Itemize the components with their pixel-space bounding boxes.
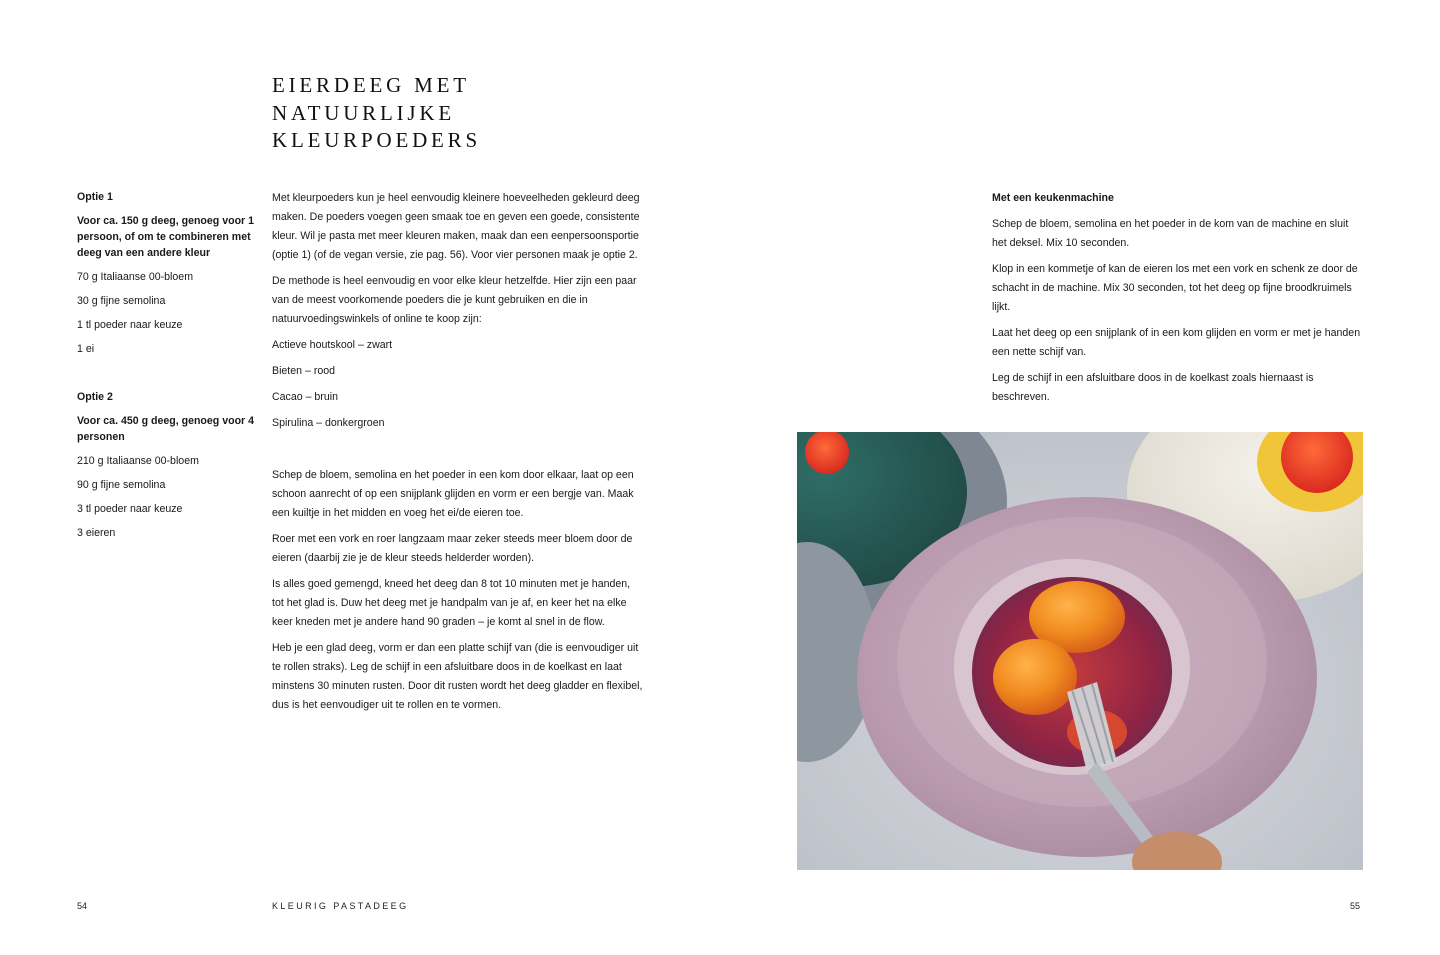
machine-heading: Met een keukenmachine: [992, 192, 1114, 204]
option2-subheading: Voor ca. 450 g deeg, genoeg voor 4 personen: [77, 415, 255, 443]
machine-paragraph: Laat het deeg op een snijplank of in een kom glijden en vorm er met je handen een nette schijf van.: [992, 327, 1361, 358]
powder-item: Actieve houtskool – zwart: [272, 339, 393, 351]
method-paragraph: Roer met een vork en roer langzaam maar zeker steeds meer bloem door de eieren (daarbij zie je de kleur steeds helderder worden).: [272, 533, 633, 564]
ingredient-item: 30 g fijne semolina: [77, 295, 166, 307]
yolk-top-left: [805, 432, 849, 474]
powder-item: Cacao – bruin: [272, 391, 338, 403]
powder-item: Bieten – rood: [272, 365, 336, 377]
yolk-lower: [993, 639, 1077, 715]
option1-subheading: Voor ca. 150 g deeg, genoeg voor 1 persoon, of om te combineren met deeg van een andere kleur: [77, 215, 255, 259]
title-line-2: NATUURLIJKE: [272, 100, 455, 125]
section-label: KLEURIG PASTADEEG: [272, 901, 409, 911]
ingredient-item: 1 ei: [77, 343, 95, 355]
ingredient-item: 210 g Italiaanse 00-bloem: [77, 455, 199, 467]
title-line-3: KLEURPOEDERS: [272, 128, 481, 152]
machine-paragraph: Klop in een kommetje of kan de eieren los met een vork en schenk ze door de schacht in de machine. Mix 30 seconden, tot het deeg op fijne broodkruimels lijkt.: [992, 263, 1358, 313]
method-paragraph: Is alles goed gemengd, kneed het deeg dan 8 tot 10 minuten met je handen, tot het glad is. Duw het deeg met je handpalm van je af, en keer het na elke keer kneden met je andere hand 90 graden – je komt al snel in de flow.: [272, 578, 631, 628]
ingredient-item: 3 eieren: [77, 527, 116, 539]
instructions-column: [272, 189, 644, 722]
spacer: [272, 440, 644, 466]
ingredient-item: 3 tl poeder naar keuze: [77, 503, 183, 515]
intro-paragraph: Met kleurpoeders kun je heel eenvoudig kleinere hoeveelheden gekleurd deeg maken. De poeders voegen geen smaak toe en geven een goede, consistente kleur. Wil je pasta met meer kleuren maken, maak dan een eenpersoonsportie (optie 1) (of de vegan versie, zie pag. 56). Voor vier personen maak je optie 2.: [272, 192, 640, 261]
powder-item: Spirulina – donkergroen: [272, 417, 385, 429]
ingredient-item: 1 tl poeder naar keuze: [77, 319, 183, 331]
spacer: [77, 365, 257, 389]
page-number-right: 55: [1350, 901, 1361, 911]
title-line-1: EIERDEEG MET: [272, 73, 470, 97]
machine-paragraph: Leg de schijf in een afsluitbare doos in de koelkast zoals hiernaast is beschreven.: [992, 372, 1314, 403]
page-number-left: 54: [77, 901, 88, 911]
ingredient-item: 90 g fijne semolina: [77, 479, 166, 491]
dough-photo: [797, 432, 1363, 870]
option1-heading: Optie 1: [77, 191, 113, 203]
option2-heading: Optie 2: [77, 391, 113, 403]
ingredient-item: 70 g Italiaanse 00-bloem: [77, 271, 194, 283]
dough-illustration: [797, 432, 1363, 870]
machine-paragraph: Schep de bloem, semolina en het poeder in de kom van de machine en sluit het deksel. Mix 10 seconden.: [992, 218, 1349, 249]
intro-paragraph: De methode is heel eenvoudig en voor elke kleur hetzelfde. Hier zijn een paar van de meest voorkomende poeders die je kunt gebruiken en die in natuurvoedingswinkels of online te koop zijn:: [272, 275, 637, 325]
method-paragraph: Schep de bloem, semolina en het poeder in een kom door elkaar, laat op een schoon aanrecht of op een snijplank glijden en vorm er een bergje van. Maak een kuiltje in het midden en voeg het ei/de eieren toe.: [272, 469, 634, 519]
page-title: [272, 72, 692, 155]
method-paragraph: Heb je een glad deeg, vorm er dan een platte schijf van (die is eenvoudiger uit te rollen straks). Leg de schijf in een afsluitbare doos in de koelkast en laat minstens 30 minuten rusten. Door dit rusten wordt het deeg gladder en flexibel, dus is het eenvoudiger uit te rollen en te vormen.: [272, 642, 643, 711]
ingredients-column: [77, 189, 257, 549]
machine-column: [992, 189, 1364, 414]
